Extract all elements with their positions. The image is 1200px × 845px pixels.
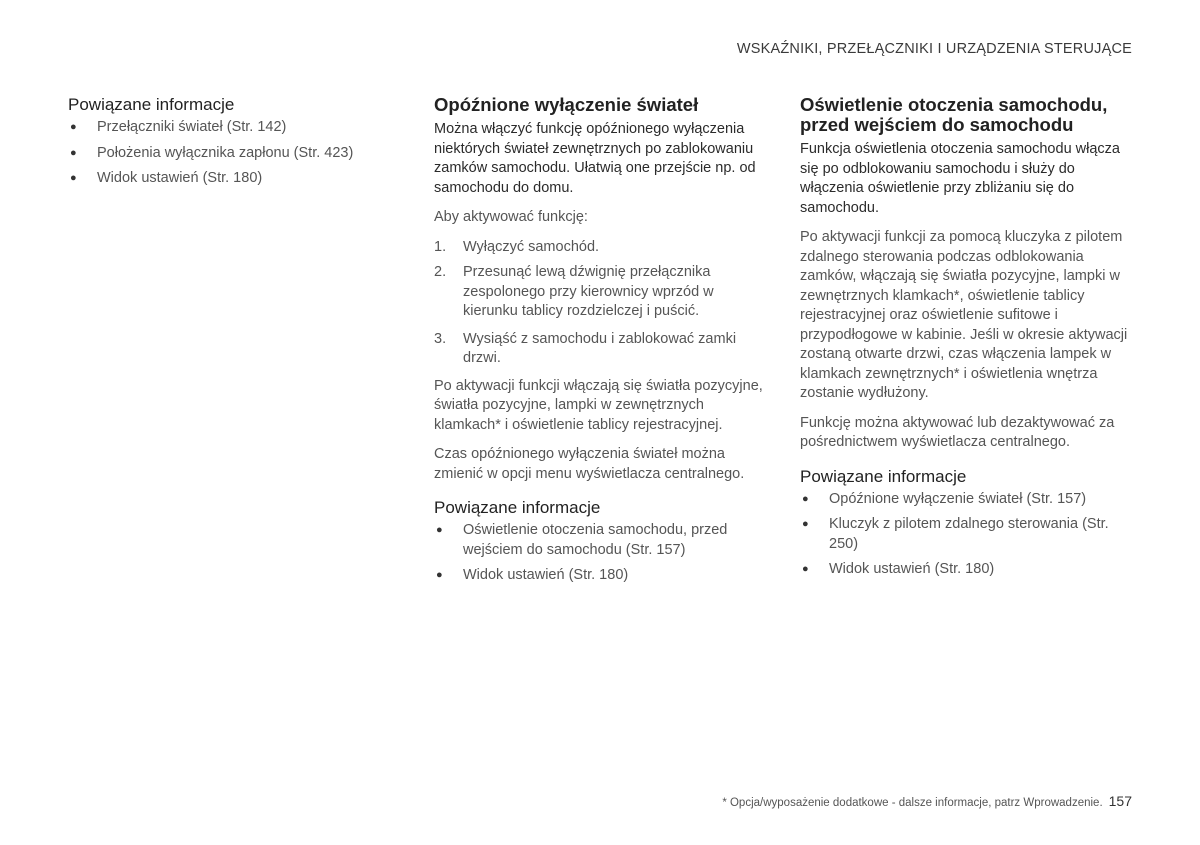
list-item: ● Przełączniki świateł (Str. 142)	[68, 118, 378, 138]
bullet-icon: ●	[802, 492, 809, 505]
column-left	[68, 95, 378, 195]
body-paragraph: Po aktywacji funkcji włączają się światła pozycyjne, światła pozycyjne, lampki w zewnętrznych klamkach* i oświetlenie tablicy rejestracyjnej.	[434, 377, 763, 433]
list-item: ● Widok ustawień (Str. 180)	[434, 566, 769, 586]
body-paragraph: Funkcję można aktywować lub dezaktywować za pośrednictwem wyświetlacza centralnego.	[800, 414, 1115, 450]
list-item: ● Widok ustawień (Str. 180)	[800, 560, 1140, 580]
step-number: 2.	[434, 264, 447, 280]
step-number: 3.	[434, 330, 447, 347]
list-item: ● Kluczyk z pilotem zdalnego sterowania (Str. 250)	[802, 516, 1109, 552]
list-item: ● Położenia wyłącznika zapłonu (Str. 423)	[68, 144, 378, 164]
list-item: ● Opóźnione wyłączenie świateł (Str. 157)	[800, 490, 1140, 510]
bullet-icon: ●	[70, 121, 77, 133]
section-header: WSKAŹNIKI, PRZEŁĄCZNIKI I URZĄDZENIA STERUJĄCE	[736, 41, 1132, 57]
section-title: Oświetlenie otoczenia samochodu, przed wejściem do samochodu	[800, 94, 1108, 135]
section-title: Opóźnione wyłączenie świateł	[434, 94, 699, 115]
step-item: 3. Wysiąść z samochodu i zablokować zamki drzwi.	[434, 330, 737, 366]
column-middle	[434, 95, 769, 592]
list-item: ● Oświetlenie otoczenia samochodu, przed wejściem do samochodu (Str. 157)	[436, 522, 728, 558]
footnote: * Opcja/wyposażenie dodatkowe - dalsze informacje, patrz Wprowadzenie.	[722, 797, 1103, 809]
related-info-list	[434, 521, 769, 586]
related-info-list	[800, 490, 1140, 580]
bullet-icon: ●	[70, 172, 77, 184]
bullet-icon: ●	[802, 518, 809, 530]
body-paragraph: Po aktywacji funkcji za pomocą kluczyka z pilotem zdalnego sterowania podczas odblokowania zamków, włączają się światła pozycyjne, lampki w zewnętrznych klamkach*, oświetlenie tablicy rejestracyjnej oraz oświetlenie sufitowe i przypodłogowe w kabinie. Jeśli w okresie aktywacji zostaną otwarte drzwi, czas włączenia lampek w klamkach zewnętrznych* i oświetlenia wnętrza zostanie wydłużony.	[800, 229, 1128, 401]
related-info-heading: Powiązane informacje	[434, 498, 601, 517]
lead-paragraph: Funkcja oświetlenia otoczenia samochodu włącza się po odblokowaniu samochodu i służy do włączenia oświetlenie przy zbliżaniu się do samochodu.	[800, 141, 1120, 216]
related-info-list	[68, 118, 378, 189]
bullet-icon: ●	[70, 146, 77, 159]
instruction-intro: Aby aktywować funkcję:	[434, 209, 588, 225]
bullet-icon: ●	[802, 563, 809, 575]
page-footer	[722, 793, 1132, 809]
bullet-icon: ●	[436, 569, 443, 581]
page-number: 157	[1108, 793, 1132, 809]
bullet-icon: ●	[436, 524, 443, 536]
step-item: 1. Wyłączyć samochód.	[434, 238, 769, 258]
body-paragraph: Czas opóźnionego wyłączenia świateł można zmienić w opcji menu wyświetlacza centralnego.	[434, 446, 745, 482]
list-item: ● Widok ustawień (Str. 180)	[68, 169, 378, 189]
lead-paragraph: Można włączyć funkcję opóźnionego wyłączenia niektórych świateł zewnętrznych po zablokowaniu zamków samochodu. Ułatwią one przejście np. od samochodu do domu.	[434, 121, 756, 196]
related-info-heading: Powiązane informacje	[800, 466, 967, 486]
step-item: 2. Przesunąć lewą dźwignię przełącznika zespolonego przy kierownicy wprzód w kierunku tablicy rozdzielczej i puścić.	[434, 264, 714, 319]
related-info-heading: Powiązane informacje	[68, 95, 235, 114]
column-right	[800, 95, 1140, 586]
steps-list	[434, 238, 769, 369]
step-number: 1.	[434, 238, 447, 255]
